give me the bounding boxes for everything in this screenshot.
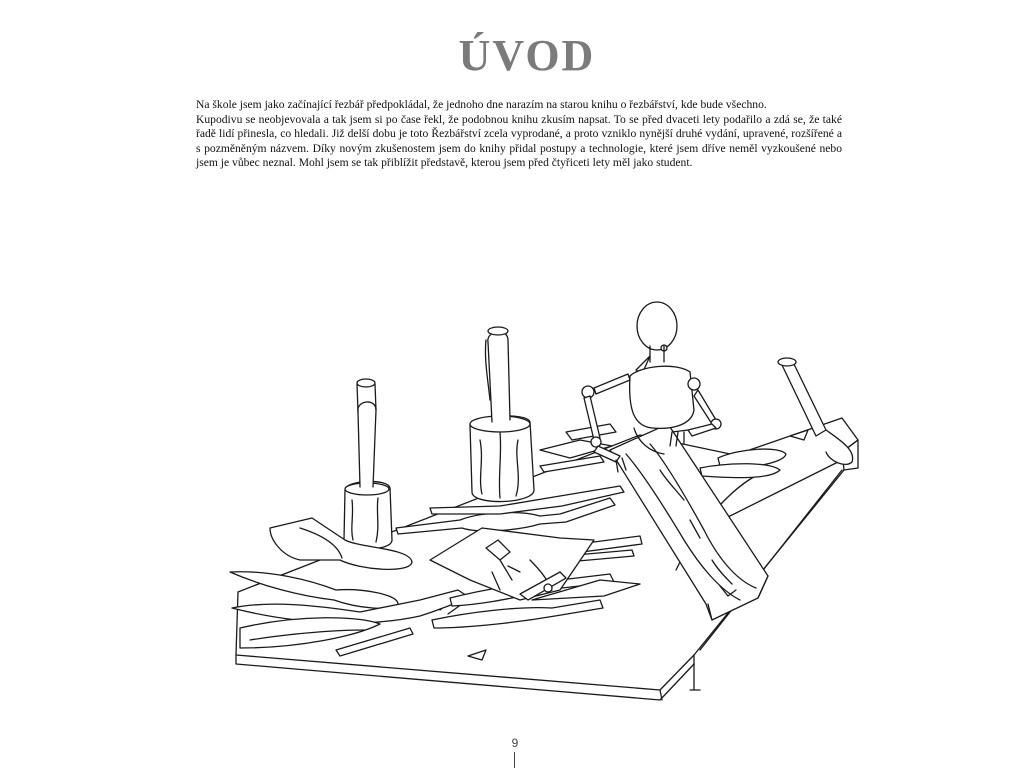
page-number: 9 — [511, 736, 519, 750]
intro-paragraph-1: Na škole jsem jako začínající řezbář předpokládal, že jednoho dne narazím na starou knihu o řezbářství, kde bude všechno. — [196, 98, 767, 111]
page-title: ÚVOD — [458, 31, 596, 80]
mallet-left — [344, 379, 392, 549]
mallet-center — [470, 327, 534, 502]
page-number-rule — [514, 752, 515, 768]
intro-paragraph-2: Kupodivu se neobjevovala a tak jsem si po čase řekl, že podobnou knihu zkusím napsat. To se před dvaceti lety podařilo a zdá se, že také řadě lidí přinesla, co hledali. Již delší dobu je toto Řezbářství zcela vyprodané, a proto vzniklo nynější druhé vydání, upravené, rozšířené a s pozměněným názvem. Díky novým zkušenostem jsem do knihy přidal postupy a technologie, které jsem dříve neměl vyzkoušené nebo jsem je vůbec neznal. Mohl jsem se tak přiblížit představě, kterou jsem před čtyřiceti lety měl jako student. — [196, 112, 842, 170]
